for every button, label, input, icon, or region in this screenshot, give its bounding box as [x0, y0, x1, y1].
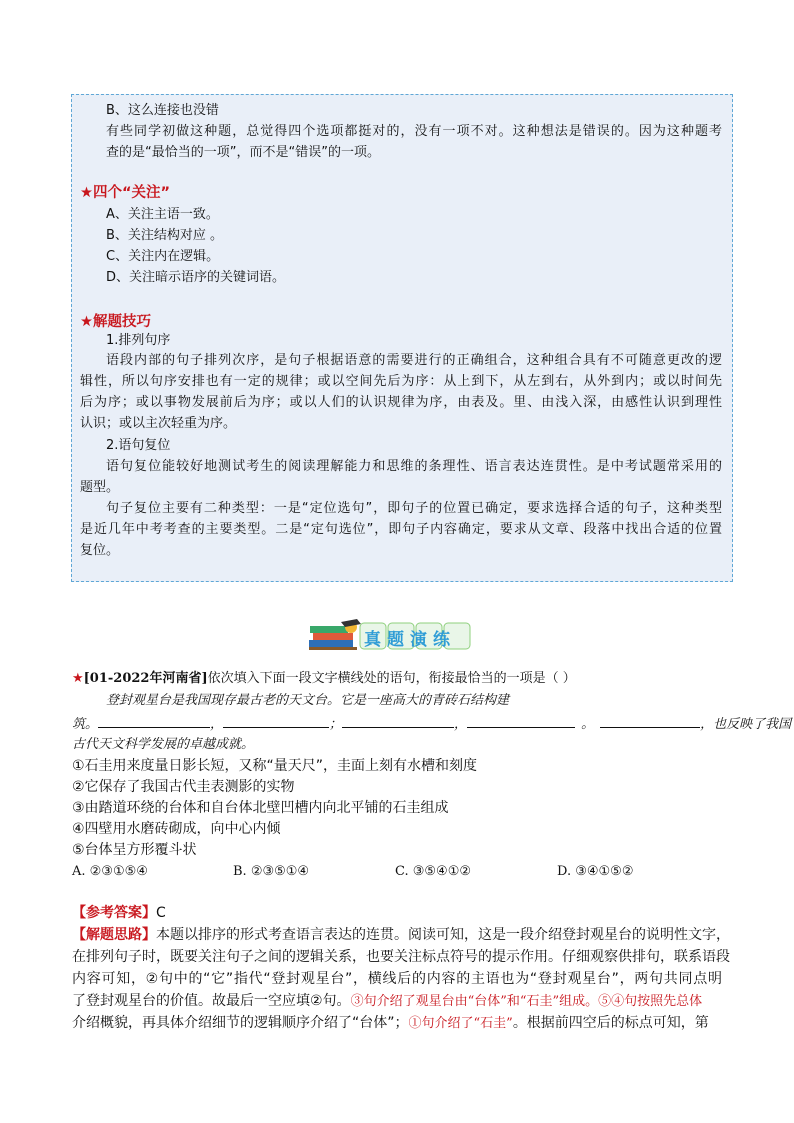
blank-punct: ； — [329, 717, 343, 732]
analysis-highlight: ③句介绍了观星台由“台体”和“石圭”组成。⑤④句按照先总体 — [350, 994, 703, 1009]
blank-punct: 。 — [581, 717, 595, 732]
question-source: [01-2022年河南省] — [83, 671, 208, 686]
passage-line — [72, 715, 791, 733]
tip-text: 认识；或以主次轻重为序。 — [80, 416, 237, 431]
option-b-item: B、这么连接也没错 — [106, 103, 219, 118]
focus-item: A、关注主语一致。 — [106, 207, 219, 222]
banner-title: 真题演练 — [364, 630, 456, 650]
choice-b[interactable]: B. ②③⑤①④ — [233, 864, 310, 879]
tip-text: 辑性，所以句序安排也有一定的规律；或以空间先后为序：从上到下，从左到右，从外到内；或以时间先 — [80, 374, 722, 389]
blank-5[interactable] — [600, 715, 700, 728]
tip-text: 语段内部的句子排列次序，是句子根据语意的需要进行的正确组合，这种组合具有不可随意更改的逻 — [106, 353, 722, 368]
passage-line: 古代天文科学发展的卓越成就。 — [72, 737, 255, 752]
sentence-item: ③由踏道环绕的台体和自台体北壁凹槽内向北平铺的石圭组成 — [72, 800, 449, 816]
passage-line: 登封观星台是我国现存最古老的天文台。它是一座高大的青砖石结构建 — [106, 693, 510, 708]
sentence-item: ①石圭用来度量日影长短，又称“量天尺”，圭面上刻有水槽和刻度 — [72, 758, 478, 774]
focus-heading: ★四个“关注” — [80, 185, 171, 201]
passage-text: ，也反映了我国 — [700, 717, 792, 732]
choice-d[interactable]: D. ③④①⑤② — [557, 864, 634, 879]
tip-title: 2.语句复位 — [106, 438, 171, 453]
blank-punct: ， — [454, 717, 468, 732]
choice-a[interactable]: A. ②③①⑤④ — [72, 864, 148, 879]
analysis-text: 了登封观星台的价值。故最后一空应填②句。 — [72, 993, 351, 1009]
sentence-item: ②它保存了我国古代圭表测影的实物 — [72, 779, 295, 795]
tip-text: 复位。 — [80, 543, 120, 558]
tips-heading: ★解题技巧 — [80, 314, 151, 330]
blank-punct: ， — [210, 717, 224, 732]
books-icon — [309, 619, 361, 650]
analysis-text: 内容可知，②句中的“它”指代“登封观星台”，横线后的内容的主语也为“登封观星台”，两句共同点明 — [72, 971, 722, 987]
analysis-line — [72, 927, 730, 943]
tip-text: 语句复位能较好地测试考生的阅读理解能力和思维的条理性、语言表达连贯性。是中考试题常采用的 — [106, 459, 722, 474]
option-b-explain: 查的是“最恰当的一项”，而不是“错误”的一项。 — [106, 145, 380, 160]
analysis-label: 【解题思路】 — [72, 927, 156, 943]
blank-1[interactable] — [98, 715, 210, 728]
answer-value: C — [156, 905, 166, 921]
focus-item: B、关注结构对应 。 — [106, 228, 224, 243]
blank-3[interactable] — [342, 715, 454, 728]
analysis-text: 。根据前四空后的标点可知，第 — [512, 1015, 709, 1031]
focus-item: D、关注暗示语序的关键词语。 — [106, 270, 286, 285]
tip-text: 题型。 — [80, 480, 120, 495]
tip-text: 句子复位主要有二种类型：一是“定位选句”，即句子的位置已确定，要求选择合适的句子，这种类型 — [106, 501, 722, 516]
tip-text: 是近几年中考考查的主要类型。二是“定句选位”，即句子内容确定，要求从文章、段落中找出合适的位置 — [80, 522, 722, 537]
analysis-text: 在排列句子时，既要关注句子之间的逻辑关系，也要关注标点符号的提示作用。仔细观察供排句，联系语段 — [72, 949, 730, 965]
question-stem: 依次填入下面一段文字横线处的语句，衔接最恰当的一项是（ ） — [207, 671, 576, 686]
sentence-item: ⑤台体呈方形覆斗状 — [72, 842, 197, 858]
analysis-line — [72, 1015, 709, 1032]
analysis-text: 介绍概貌，再具体介绍细节的逻辑顺序介绍了“台体”； — [72, 1015, 409, 1031]
sentence-item: ④四壁用水磨砖砌成，向中心内倾 — [72, 821, 281, 837]
blank-2[interactable] — [223, 715, 329, 728]
option-b-explain: 有些同学初做这种题，总觉得四个选项都挺对的，没有一项不对。这种想法是错误的。因为这种题考 — [106, 124, 722, 139]
focus-item: C、关注内在逻辑。 — [106, 249, 220, 264]
tip-text: 后为序；或以事物发展前后为序；或以人们的认识规律为序，由表及。里、由浅入深，由感性认识到理性 — [80, 395, 722, 410]
answer-line — [72, 905, 166, 921]
star-mark: ★ — [72, 671, 84, 686]
tip-title: 1.排列句序 — [106, 333, 171, 348]
answer-label: 【参考答案】 — [72, 905, 156, 921]
choice-c[interactable]: C. ③⑤④①② — [395, 864, 472, 879]
analysis-line — [72, 993, 702, 1010]
question-header — [72, 671, 576, 687]
analysis-highlight: ①句介绍了“石圭” — [408, 1016, 513, 1031]
analysis-text: 本题以排序的形式考查语言表达的连贯。阅读可知，这是一段介绍登封观星台的说明性文字， — [156, 927, 730, 943]
passage-text: 筑。 — [72, 717, 99, 732]
blank-4[interactable] — [467, 715, 575, 728]
